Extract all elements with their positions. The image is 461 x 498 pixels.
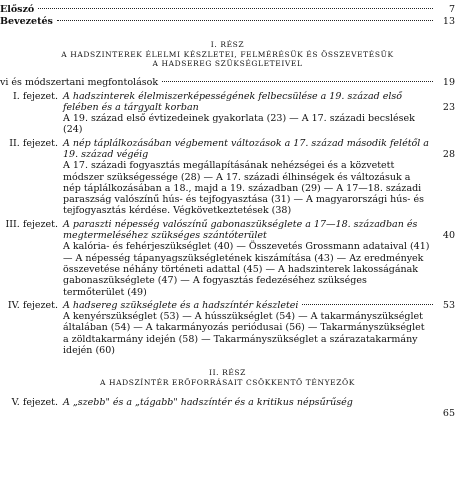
leader-dots — [38, 8, 433, 9]
leader-dots — [57, 20, 433, 21]
toc-entry-methodology — [0, 77, 455, 89]
chapter-4 — [0, 300, 455, 356]
chapter-detail: A kalória- és fehérjeszükséglet (40) — Összevetés Grossmann adataival (41) — A népesség tápanyagszükségletének kiszámítása (43) — Az eredmények összevetése néhány történeti adattal (45) — A hadszinterek lakosságának gabonaszükséglete (47) — A fogyasztás fedezéséhez szükséges termőterület (49) — [63, 241, 430, 298]
toc-entry-label: vi és módszertani megfontolások — [0, 76, 159, 88]
chapter-3 — [0, 219, 455, 298]
chapter-detail: A 17. századi fogyasztás megállapításának nehézségei és a közvetett módszer szükségessége (28) — A 17. századi élhinségek és változásuk a nép táplálkozásában a 18., majd a 19. században (29) — A 17—18. századi paraszság valószínű hús- és tejfogyasztása (31) — A magyarországi hús- és tejfogyasztás kérdése. Végkövetkeztetések (38) — [63, 160, 424, 217]
chapter-label: IV. fejezet. — [7, 299, 58, 311]
chapter-page: 23 — [442, 101, 455, 113]
chapter-page: 28 — [442, 148, 455, 160]
chapter-page: 65 — [442, 408, 455, 420]
chapter-5 — [0, 397, 455, 420]
toc-entry-page: 19 — [442, 76, 455, 88]
part-2-title: A HADSZÍNTÉR ERŐFORRÁSAIT CSÖKKENTŐ TÉNYEZŐK — [99, 377, 356, 387]
chapter-label: II. fejezet. — [9, 137, 58, 149]
chapter-1 — [0, 91, 455, 136]
toc-entry-introduction — [0, 16, 455, 28]
chapter-title: A „szebb" és a „tágabb" hadszíntér és a kritikus népsűrűség — [63, 397, 353, 409]
toc-entry-page: 13 — [442, 16, 455, 27]
toc-entry-label: Bevezetés — [0, 16, 53, 27]
toc-entry-page: 7 — [448, 4, 455, 15]
chapter-label: III. fejezet. — [5, 218, 58, 230]
chapter-page: 53 — [442, 299, 455, 311]
chapter-page: 40 — [442, 229, 455, 241]
part-1-title-line-2: A HADSEREG SZÜKSÉGLETEIVEL — [152, 59, 303, 68]
chapter-title: A hadszinterek élelmiszerképességének felbecsülése a 19. század első felében és a tárgyalt korban — [63, 90, 403, 113]
part-2-number: II. RÉSZ — [209, 368, 246, 378]
chapter-title: A nép táplálkozásában végbement változások a 17. század második felétől a 19. század végéig — [63, 137, 429, 160]
leader-dots — [302, 304, 433, 305]
part-1-number: I. RÉSZ — [210, 40, 245, 49]
toc-entry-label: Előszó — [0, 4, 35, 15]
leader-dots — [162, 81, 433, 82]
chapter-label: I. fejezet. — [13, 90, 58, 102]
chapter-title: A paraszti népesség valószínű gabonaszükséglete a 17—18. században és megtermeléséhez szükséges szántóterület — [63, 218, 418, 242]
chapter-2 — [0, 138, 455, 217]
part-1-title-line-1: A HADSZINTEREK ÉLELMI KÉSZLETEI, FELMÉRÉSÜK ÉS ÖSSZEVETÉSÜK — [61, 49, 394, 59]
chapter-label: V. fejezet. — [11, 397, 58, 409]
toc-entry-preface — [0, 4, 455, 16]
chapter-detail: A 19. század első évtizedeinek gyakorlata (23) — A 17. századi becslések (24) — [63, 113, 415, 136]
chapter-detail: A kenyérszükséglet (53) — A hússzükséglet (54) — A takarmányszükséglet általában (54) — A takarmányozás periódusai (56) — Takarmányszükséglet a zöldtakarmány idején (58) — Takarmányszükséglet a szárazatakarmány idején (60) — [63, 311, 425, 357]
chapter-title: A hadsereg szükséglete és a hadszíntér készletei — [63, 299, 299, 311]
